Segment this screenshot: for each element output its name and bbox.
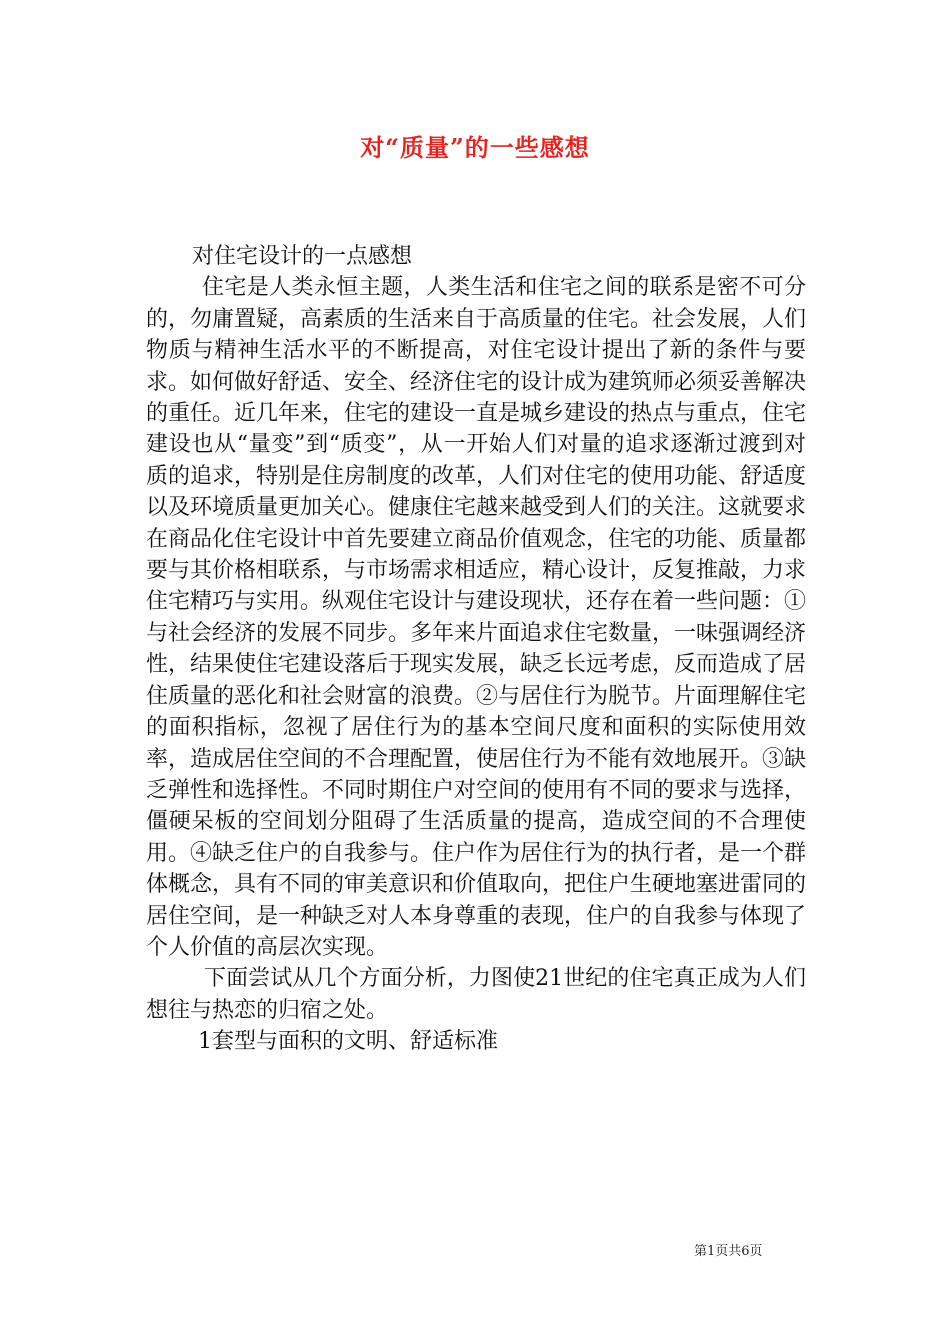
body-paragraph-2: 下面尝试从几个方面分析，力图使21世纪的住宅真正成为人们想往与热恋的归宿之处。 [146,966,806,1023]
document-title: 对“质量”的一些感想 [360,133,590,162]
section-heading: 1套型与面积的文明、舒适标准 [198,1029,498,1055]
page-number-footer: 第1页共6页 [694,1244,763,1259]
document-body [146,241,806,1058]
body-paragraph-1: 住宅是人类永恒主题，人类生活和住宅之间的联系是密不可分的，勿庸置疑，高素质的生活来自于高质量的住宅。社会发展，人们物质与精神生活水平的不断提高，对住宅设计提出了新的条件与要求。如何做好舒适、安全、经济住宅的设计成为建筑师必须妥善解决的重任。近几年来，住宅的建设一直是城乡建设的热点与重点，住宅建设也从“量变”到“质变”，从一开始人们对量的追求逐渐过渡到对质的追求，特别是住房制度的改革，人们对住宅的使用功能、舒适度以及环境质量更加关心。健康住宅越来越受到人们的关注。这就要求在商品化住宅设计中首先要建立商品价值观念，住宅的功能、质量都要与其价格相联系，与市场需求相适应，精心设计，反复推敲，力求住宅精巧与实用。纵观住宅设计与建设现状，还存在着一些问题：①与社会经济的发展不同步。多年来片面追求住宅数量，一味强调经济性，结果使住宅建设落后于现实发展，缺乏长远考虑，反而造成了居住质量的恶化和社会财富的浪费。②与居住行为脱节。片面理解住宅的面积指标，忽视了居住行为的基本空间尺度和面积的实际使用效率，造成居住空间的不合理配置，使居住行为不能有效地展开。③缺乏弹性和选择性。不同时期住户对空间的使用有不同的要求与选择，僵硬呆板的空间划分阻碍了生活质量的提高，造成空间的不合理使用。④缺乏住户的自我参与。住户作为居住行为的执行者，是一个群体概念，具有不同的审美意识和价值取向，把住户生硬地塞进雷同的居住空间，是一种缺乏对人本身尊重的表现，住户的自我参与体现了个人价值的高层次实现。 [146,275,807,960]
document-subtitle: 对住宅设计的一点感想 [192,244,413,269]
